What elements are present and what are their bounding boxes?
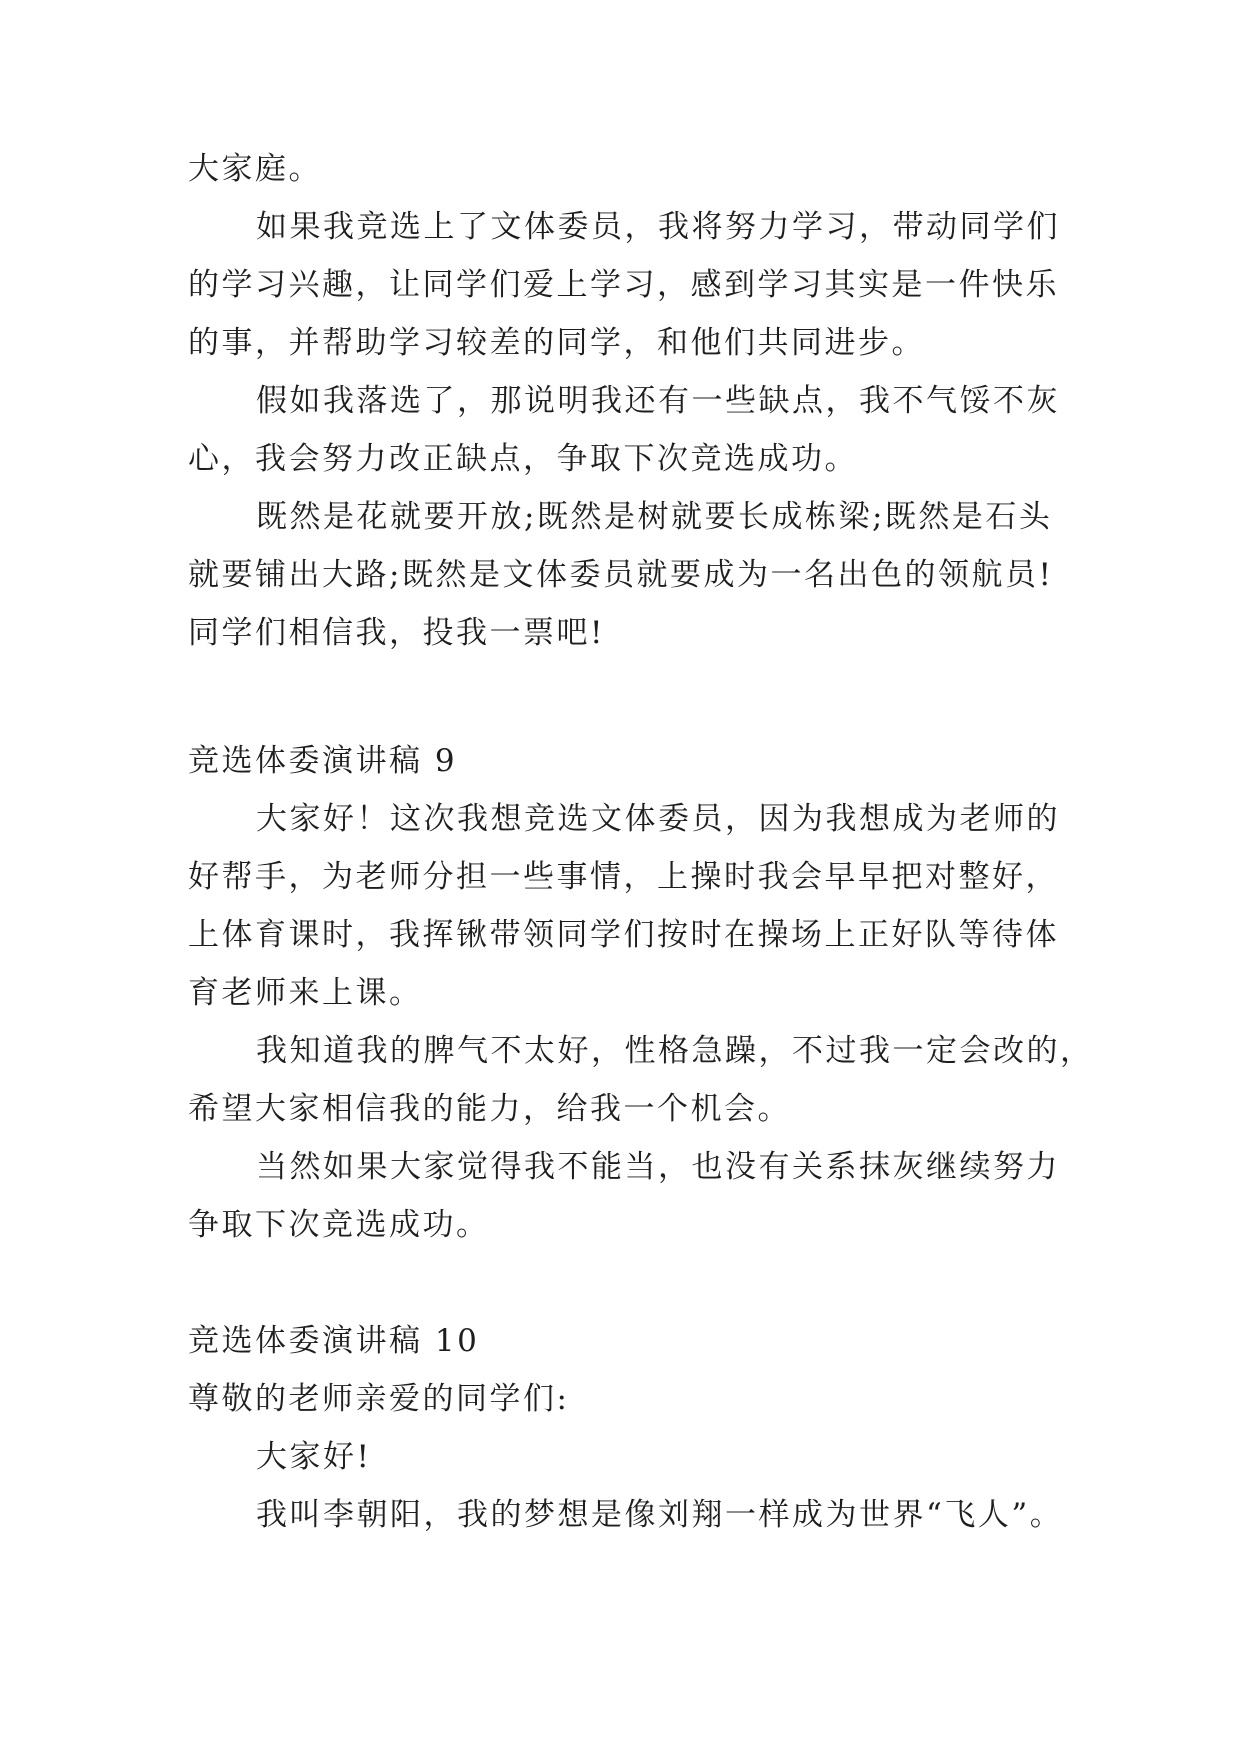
salutation-line: 尊敬的老师亲爱的同学们: — [188, 1381, 570, 1417]
paragraph-line: 我叫李朝阳，我的梦想是像刘翔一样成为世界“飞人”。 — [256, 1497, 1064, 1533]
paragraph-line: 当然如果大家觉得我不能当，也没有关系抹灰继续努力 — [256, 1149, 1060, 1185]
speech-8-tail — [188, 140, 1088, 662]
section-title: 竞选体委演讲稿 10 — [188, 1323, 480, 1359]
text-line: 大家庭。 — [188, 151, 322, 187]
text-line: 心，我会努力改正缺点，争取下次竞选成功。 — [188, 441, 858, 477]
text-line: 好帮手，为老师分担一些事情，上操时我会早早把对整好， — [188, 859, 1059, 895]
text-line: 的学习兴趣，让同学们爱上学习，感到学习其实是一件快乐 — [188, 267, 1059, 303]
text-line: 上体育课时，我挥锹带领同学们按时在操场上正好队等待体 — [188, 917, 1059, 953]
greeting-line: 大家好! — [256, 1439, 372, 1475]
section-title: 竞选体委演讲稿 9 — [188, 743, 458, 779]
paragraph-line: 如果我竞选上了文体委员，我将努力学习，带动同学们 — [256, 209, 1060, 245]
text-line: 同学们相信我，投我一票吧! — [188, 615, 605, 651]
paragraph-line: 既然是花就要开放;既然是树就要长成栋梁;既然是石头 — [256, 499, 1053, 535]
speech-9 — [188, 732, 1094, 1254]
text-line: 希望大家相信我的能力，给我一个机会。 — [188, 1091, 791, 1127]
text-line: 育老师来上课。 — [188, 975, 423, 1011]
paragraph-line: 假如我落选了，那说明我还有一些缺点，我不气馁不灰 — [256, 383, 1060, 419]
text-line: 争取下次竞选成功。 — [188, 1207, 490, 1243]
paragraph-line: 我知道我的脾气不太好，性格急躁，不过我一定会改的， — [256, 1033, 1094, 1069]
paragraph-line: 大家好！这次我想竞选文体委员，因为我想成为老师的 — [256, 801, 1060, 837]
text-line: 就要铺出大路;既然是文体委员就要成为一名出色的领航员! — [188, 557, 1054, 593]
text-line: 的事，并帮助学习较差的同学，和他们共同进步。 — [188, 325, 925, 361]
speech-10 — [188, 1312, 1088, 1544]
